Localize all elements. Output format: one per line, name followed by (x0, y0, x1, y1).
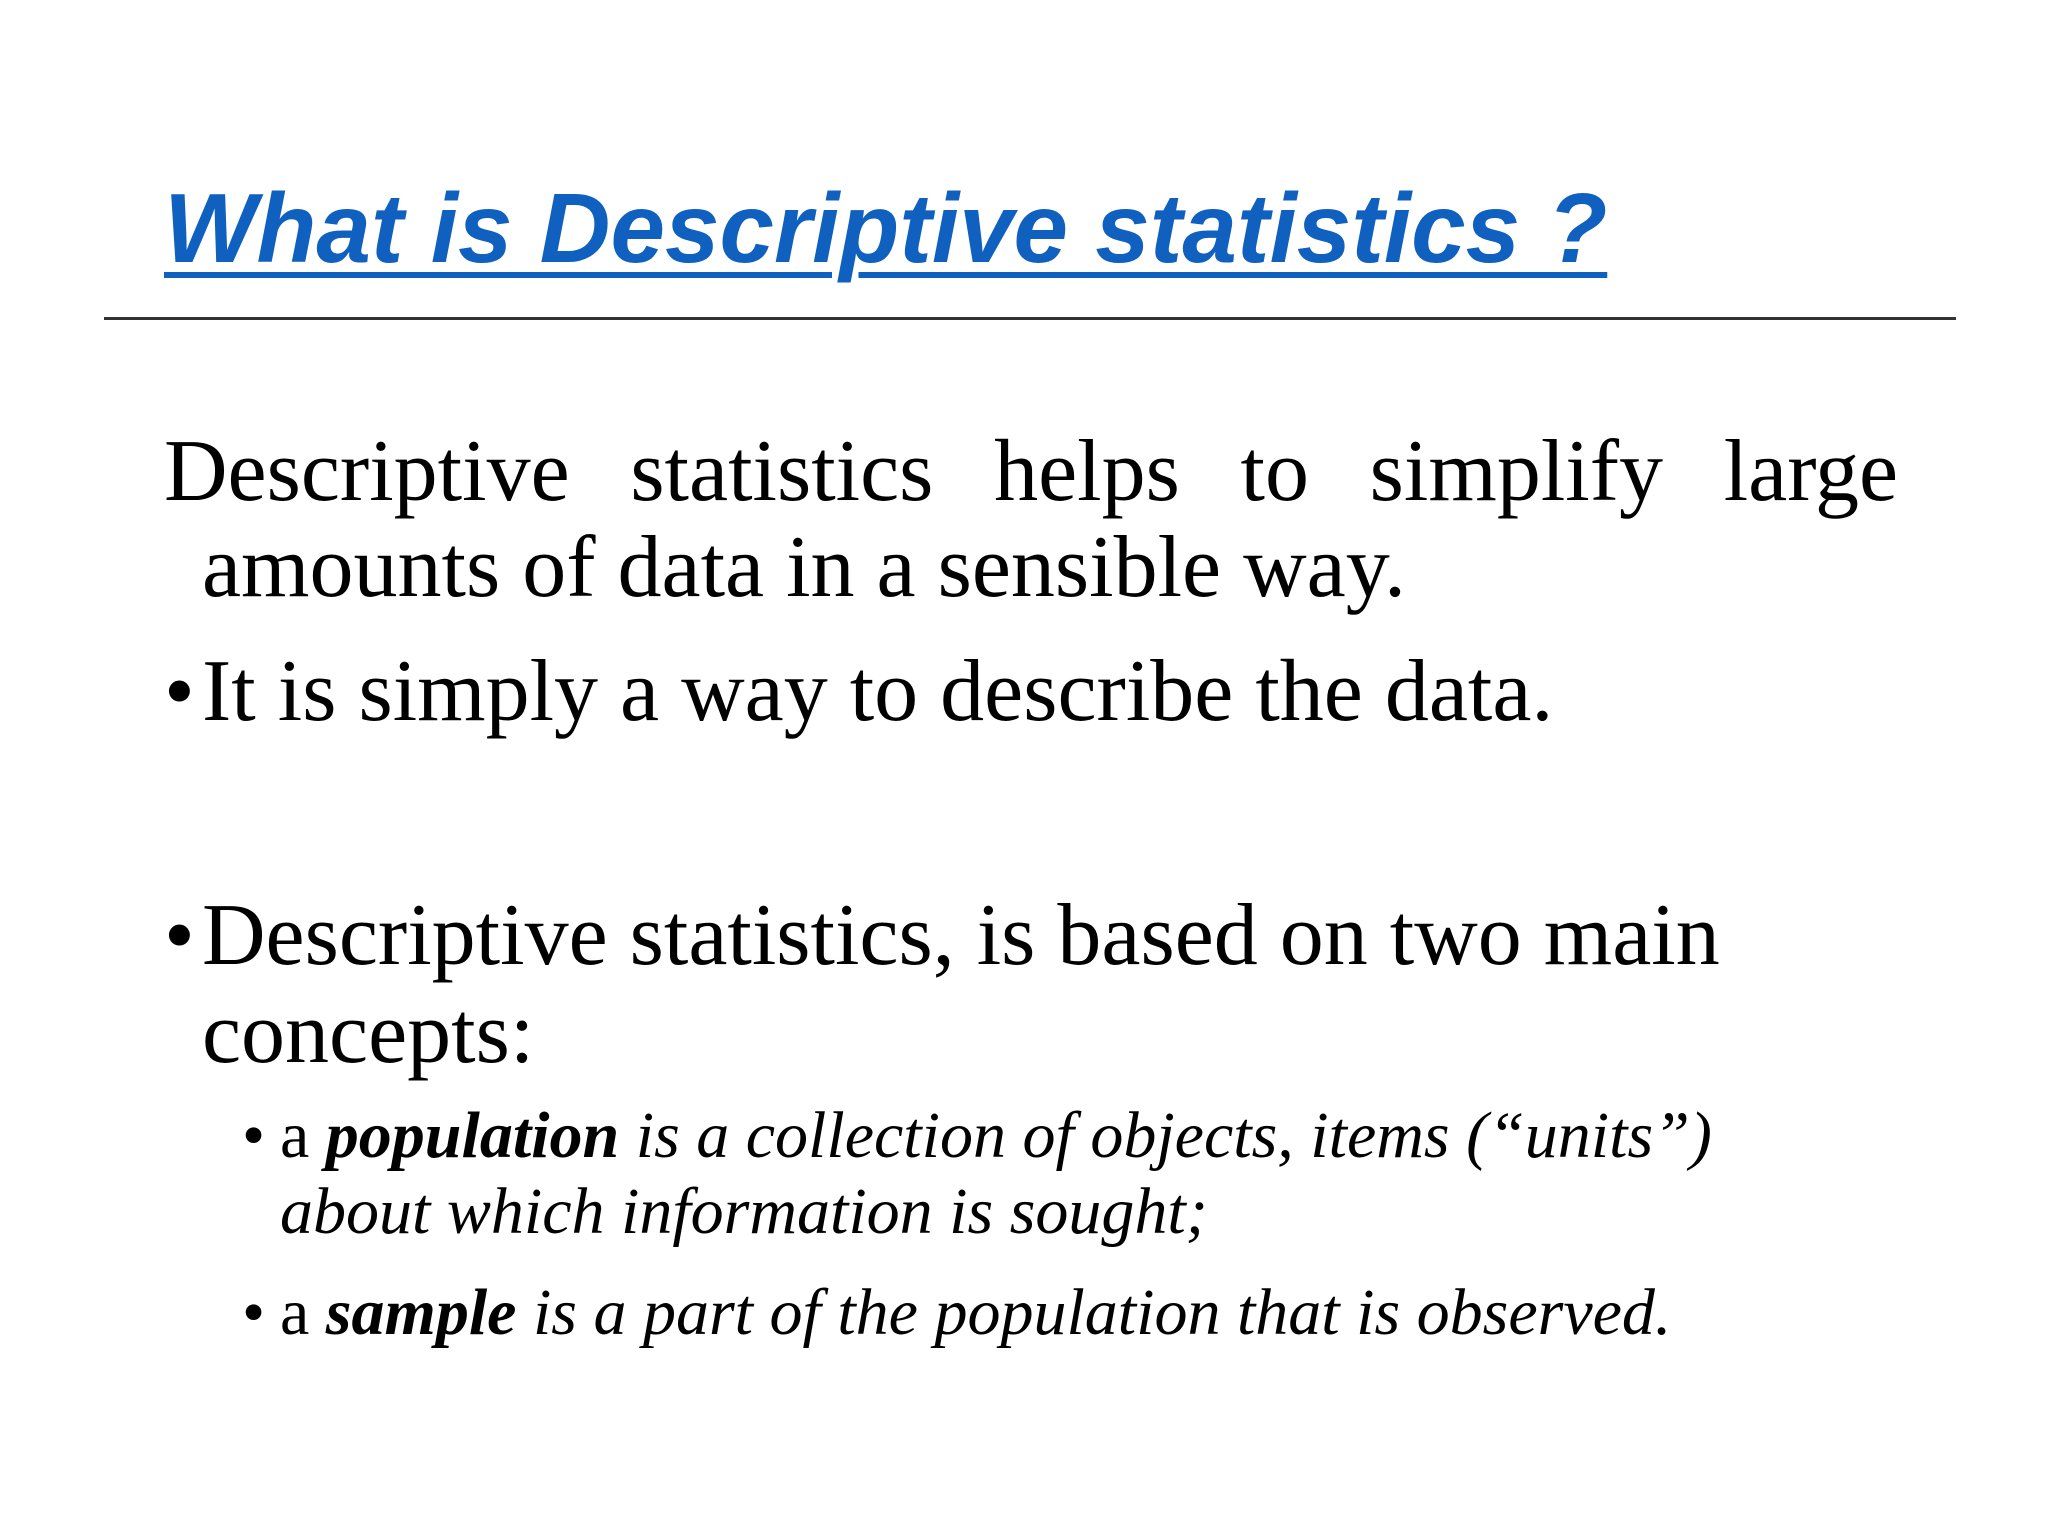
population-definition-line-2: about which information is sought; (280, 1175, 1208, 1248)
intro-paragraph (164, 424, 1898, 616)
slide-title: What is Descriptive statistics ? (164, 173, 1608, 283)
sample-definition: is a part of the population that is observed. (516, 1276, 1672, 1349)
sub-bullet-population (242, 1098, 1942, 1250)
title-divider (104, 317, 1956, 320)
sub-bullet-marker: • (242, 1276, 266, 1349)
term-sample: sample (325, 1276, 517, 1349)
bullet-text: It is simply a way to describe the data. (202, 643, 1554, 740)
sub-bullet-sample (242, 1275, 1942, 1351)
bullet-marker: • (164, 643, 195, 740)
population-definition-line-1: is a collection of objects, items (“units”) (619, 1099, 1712, 1172)
bullet-item-2 (164, 887, 1884, 1083)
intro-line-1: Descriptive statistics helps to simplify large (164, 423, 1898, 520)
sub-bullet-prefix: a (280, 1276, 326, 1349)
intro-line-2: amounts of data in a sensible way. (202, 519, 1406, 616)
bullet-marker: • (164, 887, 195, 984)
sub-bullet-prefix: a (280, 1099, 326, 1172)
bullet-item-1 (164, 644, 1553, 740)
sub-bullet-marker: • (242, 1099, 266, 1172)
bullet-text-line-1: Descriptive statistics, is based on two main (202, 887, 1720, 984)
bullet-text-line-2: concepts: (202, 985, 535, 1082)
term-population: population (325, 1099, 620, 1172)
